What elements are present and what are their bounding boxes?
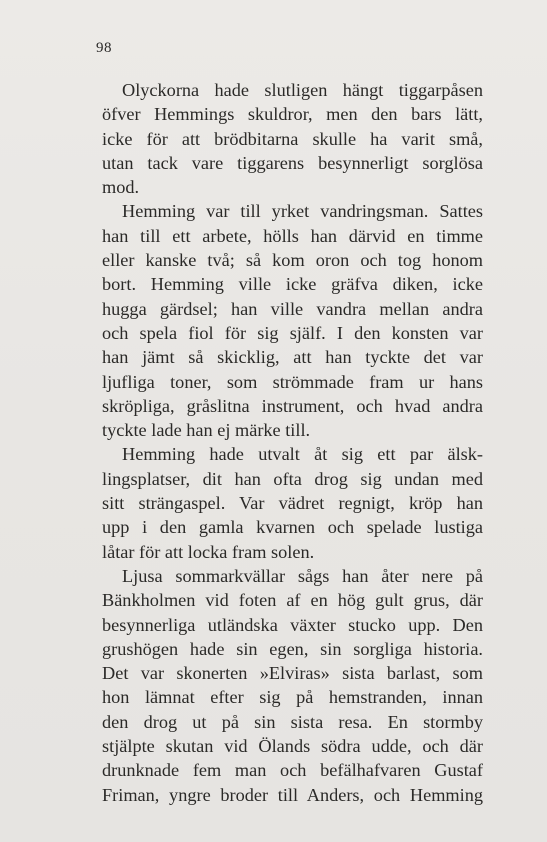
text-line: utan tack vare tiggarens besynnerligt sorglösa (102, 152, 483, 173)
text-line: drunknade fem man och befälhafvaren Gustaf (102, 760, 483, 781)
text-line: Bänkholmen vid foten af en hög gult grus, där (102, 590, 483, 611)
body-text (102, 78, 483, 807)
text-line: han till ett arbete, hölls han därvid en timme (102, 225, 483, 246)
text-line: sitt strängaspel. Var vädret regnigt, kröp han (102, 493, 483, 514)
text-line: ljufliga toner, som strömmade fram ur hans (102, 371, 483, 392)
text-line: bort. Hemming ville icke gräfva diken, icke (102, 274, 483, 295)
text-line: grushögen hade sin egen, sin sorgliga historia. (102, 638, 483, 659)
text-line: hugga gärdsel; han ville vandra mellan andra (102, 298, 483, 319)
text-line: eller kanske två; så kom oron och tog honom (102, 250, 483, 271)
text-line: stjälpte skutan vid Ölands södra udde, och där (102, 736, 483, 757)
text-line: skröpliga, gråslitna instrument, och hvad andra (102, 395, 483, 416)
text-line: lingsplatser, dit han ofta drog sig undan med (102, 468, 483, 489)
text-line: öfver Hemmings skuldror, men den bars lätt, (102, 104, 483, 125)
text-line: Ljusa sommarkvällar sågs han åter nere på (122, 565, 483, 586)
text-line: hon lämnat efter sig på hemstranden, innan (102, 687, 483, 708)
text-line: och spela fiol för sig själf. I den konsten var (102, 322, 483, 343)
text-line: Hemming var till yrket vandringsman. Sattes (122, 201, 483, 222)
text-line: mod. (102, 177, 140, 198)
text-line: Hemming hade utvalt åt sig ett par älsk- (122, 444, 483, 465)
text-line: låtar för att locka fram solen. (102, 541, 315, 562)
text-line: besynnerliga utländska växter stucko upp. Den (102, 614, 483, 635)
page-number: 98 (96, 40, 112, 56)
text-line: icke för att brödbitarna skulle ha varit små, (102, 128, 483, 149)
text-line: Olyckorna hade slutligen hängt tiggarpåsen (122, 80, 483, 100)
text-line: han jämt så skicklig, att han tyckte det var (102, 347, 483, 368)
text-line: den drog ut på sin sista resa. En stormby (102, 711, 483, 732)
text-line: Friman, yngre broder till Anders, och Hemming (102, 784, 483, 805)
text-line: tyckte lade han ej märke till. (102, 420, 311, 441)
text-line: upp i den gamla kvarnen och spelade lustiga (102, 517, 483, 538)
text-line: Det var skonerten »Elviras» sista barlast, som (102, 663, 483, 684)
